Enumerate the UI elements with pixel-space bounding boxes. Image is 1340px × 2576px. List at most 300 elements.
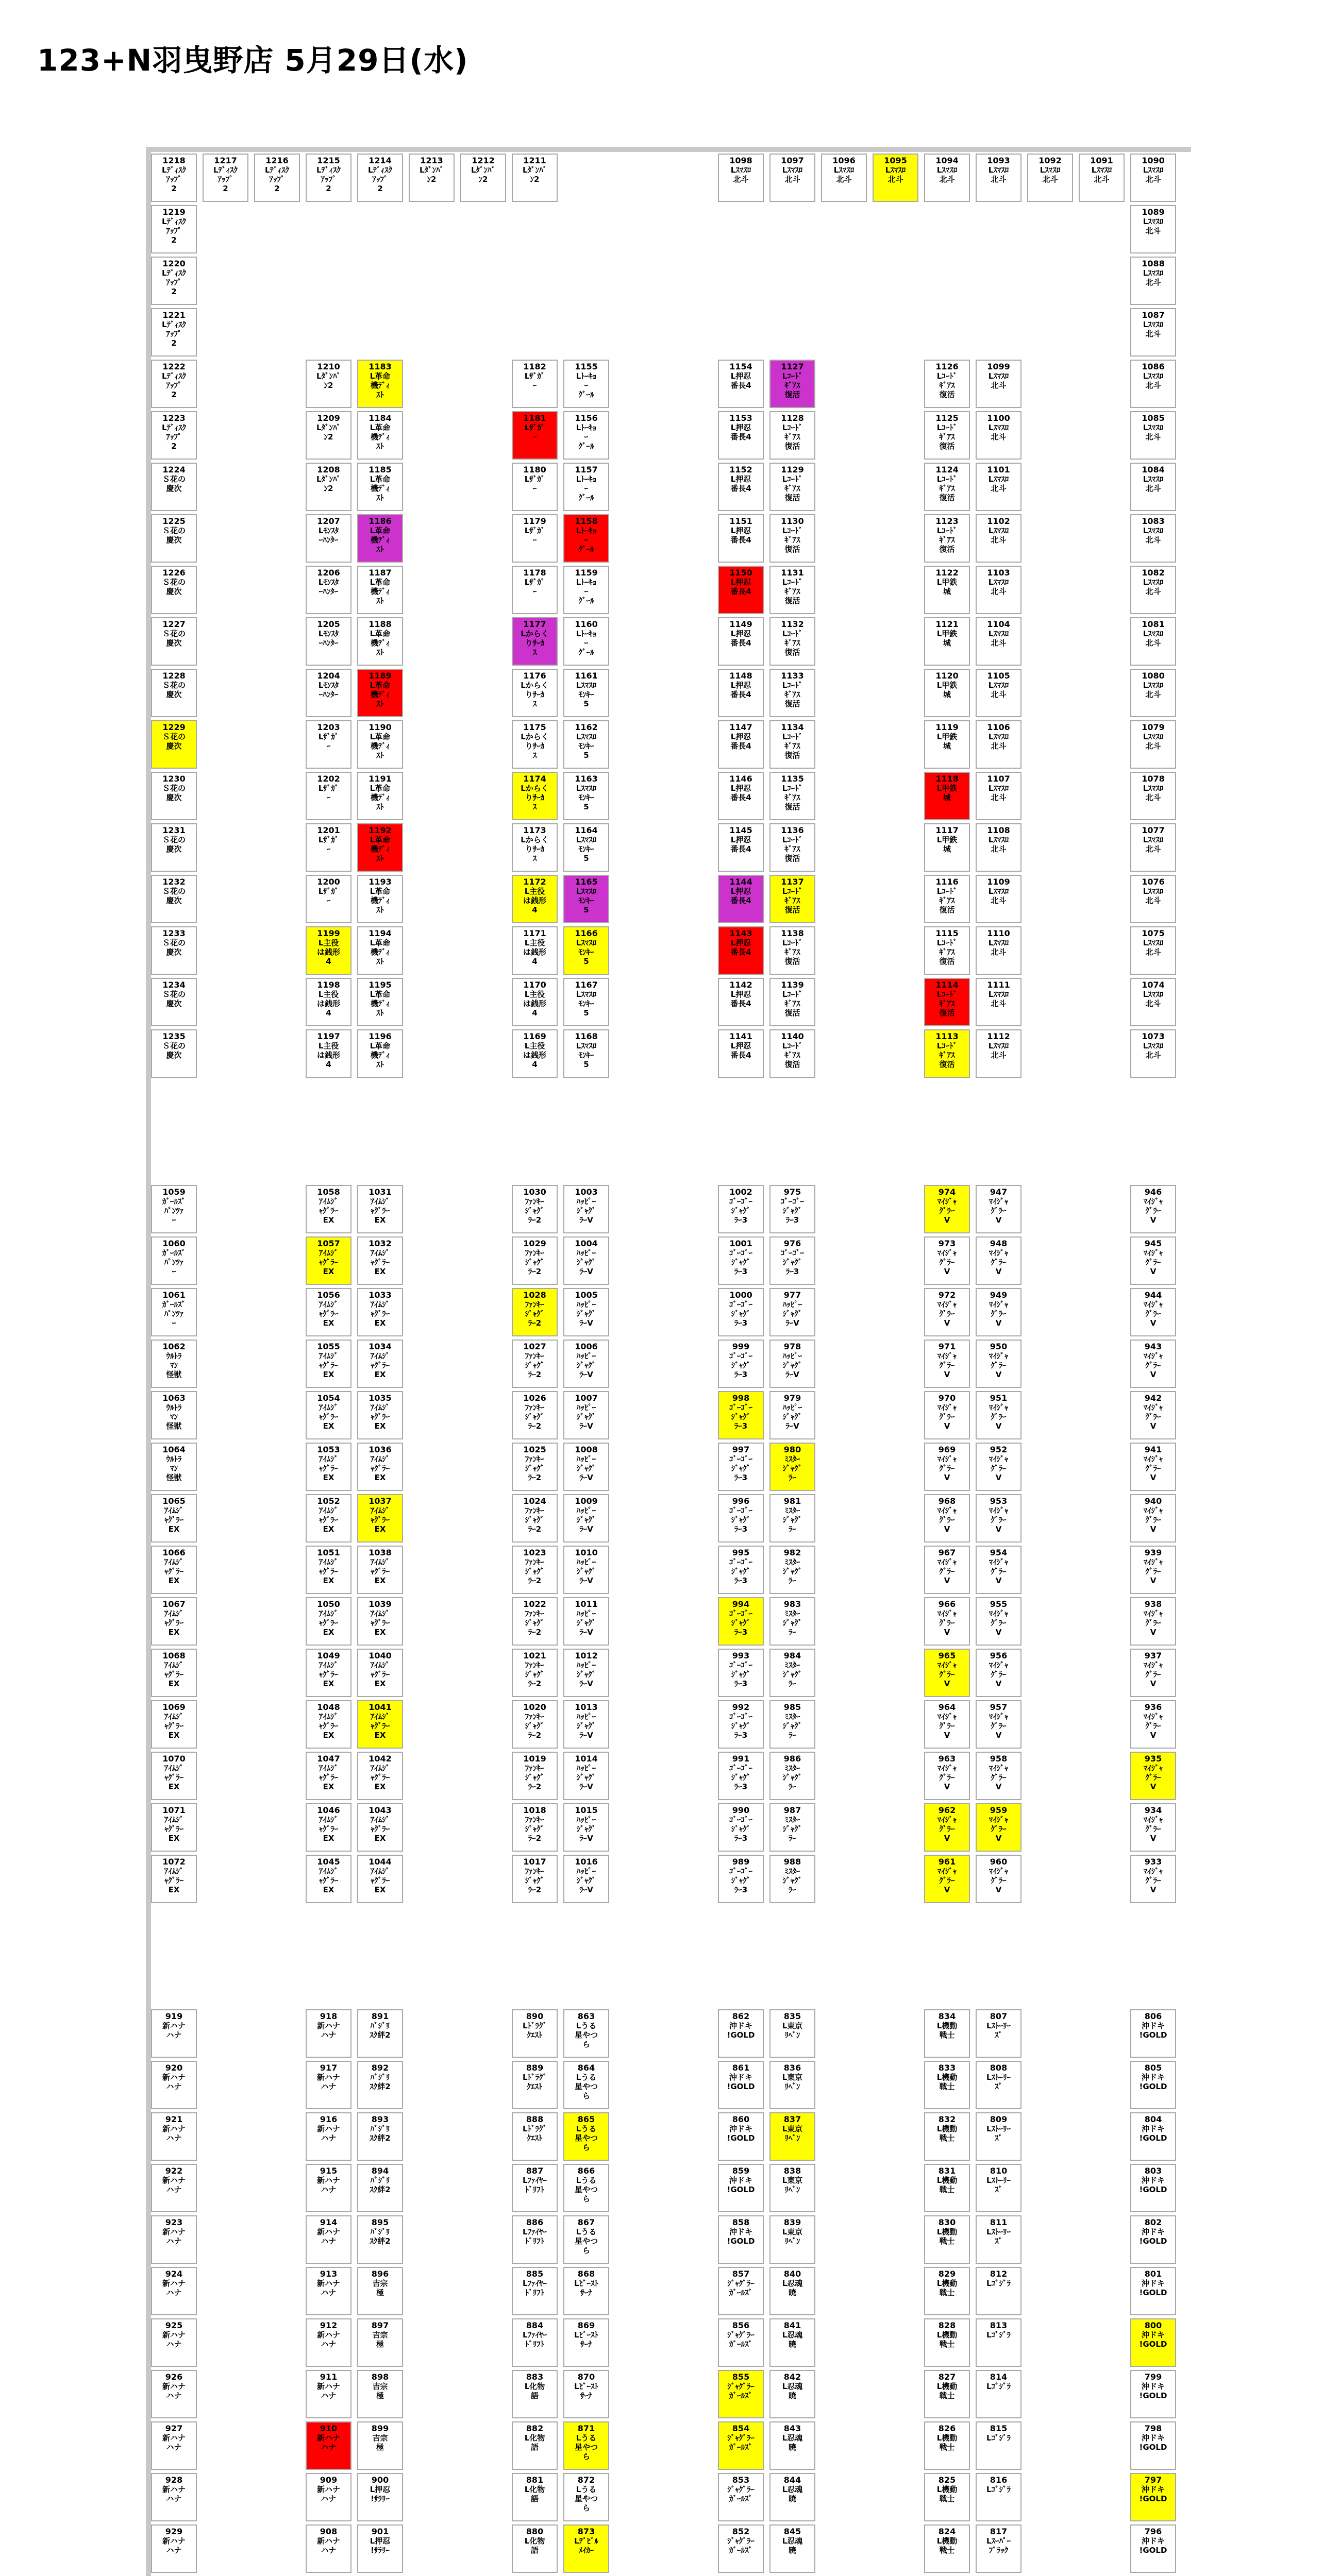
machine-name: ｼﾞｬｸﾞﾗｰ ｶﾞｰﾙｽﾞ	[727, 2330, 755, 2349]
machine-cell	[1130, 2473, 1176, 2521]
machine-number: 963	[938, 1754, 956, 1764]
machine-cell	[924, 463, 970, 511]
machine-name: Lｽﾄｰﾘｰ ｽﾞ	[986, 2227, 1011, 2246]
machine-name: Ｓ花の 慶次	[162, 681, 186, 699]
machine-number: 1123	[935, 516, 959, 526]
machine-number: 1227	[162, 619, 186, 629]
machine-number: 866	[577, 2166, 595, 2176]
machine-number: 1079	[1142, 722, 1165, 732]
machine-name: L押忍 番長4	[730, 732, 751, 751]
machine-cell	[512, 772, 558, 820]
machine-number: 912	[320, 2320, 338, 2330]
machine-cell	[821, 154, 867, 202]
machine-name: L押忍 番長4	[730, 526, 751, 545]
machine-number: 1028	[523, 1290, 546, 1300]
machine-name: Lうる 星やつ ら	[574, 2124, 598, 2152]
machine-number: 1083	[1142, 516, 1165, 526]
machine-number: 1022	[523, 1599, 546, 1609]
machine-name: ｱｲﾑｼﾞ ｬｸﾞﾗｰ EX	[319, 1660, 339, 1688]
machine-cell	[306, 2112, 351, 2161]
machine-number: 1128	[781, 413, 804, 423]
machine-name: L機動 戦士	[936, 2433, 958, 2452]
machine-number: 951	[990, 1393, 1008, 1403]
machine-cell	[306, 2061, 351, 2109]
machine-number: 805	[1144, 2063, 1162, 2073]
machine-cell	[512, 669, 558, 717]
machine-name: ｺﾞｰｺﾞｰ ｼﾞｬｸﾞ ﾗｰ3	[729, 1403, 752, 1431]
machine-name: Lｺｰﾄﾞ ｷﾞｱｽ 復活	[936, 526, 958, 554]
machine-number: 991	[732, 1754, 750, 1764]
machine-cell	[512, 1288, 558, 1336]
machine-cell	[151, 617, 197, 666]
machine-cell	[151, 1700, 197, 1749]
machine-number: 1233	[162, 928, 186, 938]
machine-number: 1108	[987, 825, 1010, 835]
machine-name: 沖ドキ !GOLD	[1139, 2485, 1167, 2503]
machine-cell	[306, 978, 351, 1026]
machine-name: 沖ドキ !GOLD	[1139, 2176, 1167, 2194]
machine-name: ﾊｯﾋﾟｰ ｼﾞｬｸﾞ ﾗｰV	[576, 1248, 596, 1276]
machine-number: 910	[320, 2424, 338, 2433]
machine-name: 新ハナ ハナ	[316, 2124, 340, 2143]
machine-name: ｺﾞｰｺﾞｰ ｼﾞｬｸﾞ ﾗｰ3	[729, 1300, 752, 1328]
machine-cell	[976, 1391, 1021, 1439]
machine-number: 1049	[317, 1651, 340, 1660]
machine-number: 1051	[317, 1548, 340, 1557]
machine-number: 1193	[368, 877, 392, 887]
machine-cell	[151, 257, 197, 305]
machine-cell	[924, 1855, 970, 1903]
machine-name: Lｽﾏｽﾛ 北斗	[782, 165, 803, 184]
machine-cell	[769, 154, 815, 202]
machine-name: Lｽﾏｽﾛ 北斗	[988, 938, 1009, 957]
machine-name: Lﾀﾞﾝﾊﾞ ﾝ2	[471, 165, 496, 184]
machine-name: Ｓ花の 慶次	[162, 526, 186, 545]
machine-number: 834	[938, 2011, 956, 2021]
machine-name: ｱｲﾑｼﾞ ｬｸﾞﾗｰ EX	[370, 1248, 390, 1276]
machine-cell	[151, 463, 197, 511]
machine-number: 1146	[729, 774, 752, 784]
machine-number: 958	[990, 1754, 1008, 1764]
machine-number: 1023	[523, 1548, 546, 1557]
machine-number: 839	[783, 2217, 801, 2227]
machine-name: Ｓ花の 慶次	[162, 887, 186, 905]
machine-number: 1110	[987, 928, 1010, 938]
machine-name: L東京 ﾘﾍﾞﾝ	[782, 2021, 803, 2040]
machine-name: Lﾀﾞﾝﾊﾞ ﾝ2	[316, 474, 341, 493]
machine-cell	[769, 669, 815, 717]
machine-number: 1031	[368, 1187, 392, 1197]
machine-cell	[512, 1236, 558, 1285]
machine-name: ﾊｯﾋﾟｰ ｼﾞｬｸﾞ ﾗｰV	[576, 1867, 596, 1894]
machine-cell	[976, 2524, 1021, 2573]
machine-name: Lﾃﾞｨｽｸ ｱｯﾌﾟ 2	[367, 165, 393, 193]
machine-number: 1224	[162, 465, 186, 474]
machine-number: 1156	[575, 413, 598, 423]
machine-cell	[306, 2215, 351, 2264]
machine-number: 1177	[523, 619, 546, 629]
machine-name: Lｺｰﾄﾞ ｷﾞｱｽ 復活	[782, 423, 803, 451]
machine-cell	[769, 2524, 815, 2573]
machine-cell	[769, 1185, 815, 1233]
machine-name: Ｓ花の 慶次	[162, 1041, 186, 1060]
machine-cell	[512, 1029, 558, 1078]
machine-cell	[306, 2164, 351, 2212]
machine-name: ﾏｲｼﾞｬ ｸﾞﾗｰ V	[937, 1506, 957, 1534]
machine-cell	[1130, 1700, 1176, 1749]
machine-name: ﾊﾞｼﾞﾘ ｽｸ絆2	[370, 2227, 391, 2246]
machine-number: 1106	[987, 722, 1010, 732]
machine-name: Lｽﾄｰﾘｰ ｽﾞ	[986, 2073, 1011, 2091]
machine-name: Lﾃﾞｨｽｸ ｱｯﾌﾟ 2	[161, 165, 187, 193]
machine-name: Lｽﾏｽﾛ ﾓﾝｷｰ 5	[576, 990, 597, 1018]
machine-cell	[357, 926, 403, 975]
machine-name: L押忍 番長4	[730, 835, 751, 854]
machine-cell	[924, 2421, 970, 2470]
machine-name: Lｽﾏｽﾛ ﾓﾝｷｰ 5	[576, 681, 597, 708]
machine-cell	[512, 1391, 558, 1439]
machine-number: 968	[938, 1496, 956, 1506]
machine-number: 1209	[317, 413, 340, 423]
machine-name: ﾏｲｼﾞｬ ｸﾞﾗｰ V	[937, 1660, 957, 1688]
machine-number: 982	[783, 1548, 801, 1557]
machine-name: L主役 は銭形 4	[316, 938, 340, 966]
machine-name: Lｻﾞｶﾞ ｰ	[524, 526, 545, 545]
machine-number: 838	[783, 2166, 801, 2176]
machine-number: 1027	[523, 1342, 546, 1351]
machine-number: 897	[371, 2320, 389, 2330]
machine-name: ｱｲﾑｼﾞ ｬｸﾞﾗｰ EX	[319, 1815, 339, 1843]
machine-number: 901	[371, 2527, 389, 2536]
machine-cell	[769, 1288, 815, 1336]
machine-name: ﾏｲｼﾞｬ ｸﾞﾗｰ V	[989, 1557, 1009, 1585]
machine-number: 855	[732, 2372, 750, 2382]
machine-name: 新ハナ ハナ	[316, 2021, 340, 2040]
machine-name: ｱｲﾑｼﾞ ｬｸﾞﾗｰ EX	[319, 1403, 339, 1431]
machine-cell	[718, 1443, 764, 1491]
machine-number: 1010	[575, 1548, 598, 1557]
machine-cell	[563, 411, 609, 460]
machine-cell	[976, 2318, 1021, 2367]
machine-cell	[1130, 360, 1176, 408]
machine-number: 937	[1144, 1651, 1162, 1660]
machine-name: ﾏｲｼﾞｬ ｸﾞﾗｰ V	[1143, 1557, 1163, 1585]
machine-cell	[357, 2267, 403, 2315]
machine-name: Lｽﾏｽﾛ 北斗	[1143, 165, 1164, 184]
machine-number: 856	[732, 2320, 750, 2330]
machine-name: ｱｲﾑｼﾞ ｬｸﾞﾗｰ EX	[164, 1609, 184, 1637]
machine-cell	[306, 1855, 351, 1903]
machine-cell	[512, 875, 558, 923]
machine-number: 1136	[781, 825, 804, 835]
machine-cell	[924, 2009, 970, 2058]
machine-name: ｱｲﾑｼﾞ ｬｸﾞﾗｰ EX	[319, 1506, 339, 1534]
machine-name: Lﾌｧｲﾔｰ ﾄﾞﾘﾌﾄ	[522, 2176, 547, 2194]
machine-cell	[1130, 2215, 1176, 2264]
machine-cell	[924, 1185, 970, 1233]
machine-number: 1016	[575, 1857, 598, 1867]
machine-name: L忍魂 暁	[782, 2485, 803, 2503]
machine-number: 1014	[575, 1754, 598, 1764]
machine-number: 983	[783, 1599, 801, 1609]
machine-cell	[357, 2524, 403, 2573]
machine-number: 1059	[162, 1187, 186, 1197]
machine-name: ｺﾞｰｺﾞｰ ｼﾞｬｸﾞ ﾗｰ3	[780, 1248, 804, 1276]
machine-cell	[924, 1700, 970, 1749]
machine-name: Lﾃﾞｨｽｸ ｱｯﾌﾟ 2	[161, 268, 187, 296]
machine-name: L甲鉄 城	[936, 835, 958, 854]
machine-number: 1164	[575, 825, 598, 835]
machine-number: 915	[320, 2166, 338, 2176]
machine-cell	[1130, 823, 1176, 872]
machine-name: ｱｲﾑｼﾞ ｬｸﾞﾗｰ EX	[370, 1403, 390, 1431]
machine-cell	[151, 2061, 197, 2109]
machine-name: Lｽﾏｽﾛ 北斗	[988, 835, 1009, 854]
machine-cell	[718, 154, 764, 202]
machine-cell	[563, 2009, 609, 2058]
machine-cell	[976, 463, 1021, 511]
machine-name: ｺﾞｰｺﾞｰ ｼﾞｬｸﾞ ﾗｰ3	[729, 1248, 752, 1276]
machine-number: 970	[938, 1393, 956, 1403]
machine-number: 1111	[987, 980, 1010, 990]
machine-name: L押忍 番長4	[730, 423, 751, 442]
machine-cell	[151, 2112, 197, 2161]
machine-cell	[718, 2061, 764, 2109]
machine-number: 1024	[523, 1496, 546, 1506]
machine-name: Lｽﾏｽﾛ 北斗	[1143, 887, 1164, 905]
machine-name: Lからく りｻｰｶ ｽ	[521, 835, 549, 863]
machine-name: Ｓ花の 慶次	[162, 629, 186, 648]
machine-name: 新ハナ ハナ	[162, 2073, 186, 2091]
machine-name: ｱｲﾑｼﾞ ｬｸﾞﾗｰ EX	[370, 1557, 390, 1585]
machine-name: Lﾌｧｲﾔｰ ﾄﾞﾘﾌﾄ	[522, 2279, 547, 2297]
machine-cell	[151, 875, 197, 923]
machine-number: 893	[371, 2114, 389, 2124]
machine-name: Lﾃﾞｨｽｸ ｱｯﾌﾟ 2	[161, 423, 187, 451]
machine-name: ﾏｲｼﾞｬ ｸﾞﾗｰ V	[1143, 1403, 1163, 1431]
machine-name: Lﾃﾞﾋﾞﾙ ﾒｲｶｰ	[574, 2536, 599, 2555]
machine-name: ﾌｧﾝｷｰ ｼﾞｬｸﾞ ﾗｰ2	[525, 1300, 545, 1328]
machine-number: 1125	[935, 413, 959, 423]
machine-number: 826	[938, 2424, 956, 2433]
machine-name: L機動 戦士	[936, 2536, 958, 2555]
machine-name: Lｺﾞｼﾞﾗ	[986, 2279, 1011, 2288]
machine-name: Lﾃﾞｨｽｸ ｱｯﾌﾟ 2	[161, 320, 187, 348]
machine-cell	[1130, 1649, 1176, 1697]
machine-number: 992	[732, 1702, 750, 1712]
machine-name: Lｽﾏｽﾛ ﾓﾝｷｰ 5	[576, 887, 597, 914]
machine-cell	[976, 617, 1021, 666]
machine-cell	[357, 2370, 403, 2418]
machine-cell	[976, 2421, 1021, 2470]
machine-number: 1232	[162, 877, 186, 887]
machine-cell	[151, 2267, 197, 2315]
machine-cell	[563, 1029, 609, 1078]
machine-number: 1095	[884, 156, 907, 165]
machine-name: 沖ドキ !GOLD	[1139, 2227, 1167, 2246]
machine-cell	[976, 2215, 1021, 2264]
machine-number: 896	[371, 2269, 389, 2279]
machine-cell	[563, 2215, 609, 2264]
machine-number: 922	[165, 2166, 183, 2176]
machine-number: 1159	[575, 568, 598, 578]
machine-name: Lﾄﾞﾗｸﾞ ｸｴｽﾄ	[522, 2073, 547, 2091]
machine-cell	[563, 2318, 609, 2367]
machine-number: 1149	[729, 619, 752, 629]
machine-number: 975	[783, 1187, 801, 1197]
machine-name: ﾊｯﾋﾟｰ ｼﾞｬｸﾞ ﾗｰV	[576, 1197, 596, 1225]
machine-name: 新ハナ ハナ	[316, 2279, 340, 2297]
machine-number: 1226	[162, 568, 186, 578]
machine-name: ﾏｲｼﾞｬ ｸﾞﾗｰ V	[1143, 1197, 1163, 1225]
machine-number: 831	[938, 2166, 956, 2176]
machine-name: L機動 戦士	[936, 2279, 958, 2297]
machine-cell	[1130, 1236, 1176, 1285]
machine-name: Lｺｰﾄﾞ ｷﾞｱｽ 復活	[782, 990, 803, 1018]
machine-name: L忍魂 暁	[782, 2536, 803, 2555]
machine-name: 新ハナ ハナ	[162, 2433, 186, 2452]
machine-number: 858	[732, 2217, 750, 2227]
machine-number: 916	[320, 2114, 338, 2124]
machine-number: 945	[1144, 1239, 1162, 1248]
machine-number: 1000	[729, 1290, 752, 1300]
machine-number: 1113	[935, 1031, 959, 1041]
machine-number: 1011	[575, 1599, 598, 1609]
machine-name: L化物 語	[524, 2536, 545, 2555]
machine-number: 1103	[987, 568, 1010, 578]
machine-name: 新ハナ ハナ	[162, 2176, 186, 2194]
machine-cell	[718, 1185, 764, 1233]
machine-cell	[718, 1700, 764, 1749]
machine-cell	[718, 2215, 764, 2264]
machine-name: L甲鉄 城	[936, 629, 958, 648]
machine-cell	[1130, 1340, 1176, 1388]
machine-name: Lうる 星やつ ら	[574, 2021, 598, 2049]
machine-name: Lﾓﾝｽﾀ ｰﾊﾝﾀｰ	[318, 629, 339, 648]
machine-name: ｱｲﾑｼﾞ ｬｸﾞﾗｰ EX	[164, 1712, 184, 1740]
machine-cell	[976, 1443, 1021, 1491]
machine-cell	[151, 2215, 197, 2264]
machine-cell	[718, 926, 764, 975]
machine-name: ﾌｧﾝｷｰ ｼﾞｬｸﾞ ﾗｰ2	[525, 1403, 545, 1431]
machine-number: 1067	[162, 1599, 186, 1609]
machine-cell	[769, 1546, 815, 1594]
machine-number: 1043	[368, 1805, 392, 1815]
machine-name: ﾐｽﾀｰ ｼﾞｬｸﾞ ﾗｰ	[782, 1867, 802, 1894]
machine-number: 1192	[368, 825, 392, 835]
machine-number: 1186	[368, 516, 392, 526]
machine-number: 962	[938, 1805, 956, 1815]
machine-name: 沖ドキ !GOLD	[1139, 2073, 1167, 2091]
machine-cell	[976, 2061, 1021, 2109]
machine-name: ｳﾙﾄﾗ ﾏﾝ 怪獣	[166, 1403, 182, 1431]
machine-number: 1119	[935, 722, 959, 732]
machine-number: 798	[1144, 2424, 1162, 2433]
machine-cell	[718, 1597, 764, 1646]
machine-cell	[769, 978, 815, 1026]
machine-name: Lｺｰﾄﾞ ｷﾞｱｽ 復活	[936, 423, 958, 451]
machine-number: 1085	[1142, 413, 1165, 423]
machine-cell	[718, 2318, 764, 2367]
machine-name: ｱｲﾑｼﾞ ｬｸﾞﾗｰ EX	[164, 1815, 184, 1843]
machine-cell	[769, 2318, 815, 2367]
machine-name: L東京 ﾘﾍﾞﾝ	[782, 2124, 803, 2143]
machine-cell	[306, 1391, 351, 1439]
machine-name: L革命 機ﾃﾞｨ ｽﾄ	[370, 681, 391, 708]
machine-number: 979	[783, 1393, 801, 1403]
machine-number: 1167	[575, 980, 598, 990]
machine-cell	[769, 463, 815, 511]
machine-cell	[563, 1340, 609, 1388]
machine-name: Lｺｰﾄﾞ ｷﾞｱｽ 復活	[936, 990, 958, 1018]
machine-name: 吉宗 極	[372, 2279, 388, 2297]
machine-cell	[769, 772, 815, 820]
machine-name: ﾏｲｼﾞｬ ｸﾞﾗｰ V	[1143, 1660, 1163, 1688]
machine-cell	[924, 926, 970, 975]
machine-number: 815	[990, 2424, 1008, 2433]
machine-name: ﾏｲｼﾞｬ ｸﾞﾗｰ V	[1143, 1764, 1163, 1791]
machine-number: 940	[1144, 1496, 1162, 1506]
machine-cell	[718, 1391, 764, 1439]
machine-name: 沖ドキ !GOLD	[727, 2073, 755, 2091]
machine-number: 1035	[368, 1393, 392, 1403]
machine-number: 993	[732, 1651, 750, 1660]
machine-number: 1109	[987, 877, 1010, 887]
machine-cell	[976, 1185, 1021, 1233]
machine-cell	[512, 1752, 558, 1800]
machine-number: 933	[1144, 1857, 1162, 1867]
machine-name: 新ハナ ハナ	[162, 2227, 186, 2246]
machine-number: 1221	[162, 310, 186, 320]
machine-number: 1004	[575, 1239, 598, 1248]
machine-number: 1196	[368, 1031, 392, 1041]
machine-number: 967	[938, 1548, 956, 1557]
machine-name: ﾏｲｼﾞｬ ｸﾞﾗｰ V	[937, 1403, 957, 1431]
machine-cell	[512, 720, 558, 769]
machine-cell	[357, 360, 403, 408]
machine-name: ﾏｲｼﾞｬ ｸﾞﾗｰ V	[989, 1764, 1009, 1791]
machine-cell	[151, 1236, 197, 1285]
machine-cell	[976, 2473, 1021, 2521]
machine-number: 900	[371, 2475, 389, 2485]
machine-cell	[151, 2524, 197, 2573]
machine-name: L革命 機ﾃﾞｨ ｽﾄ	[370, 938, 391, 966]
machine-cell	[512, 2267, 558, 2315]
machine-number: 1086	[1142, 362, 1165, 371]
machine-cell	[512, 463, 558, 511]
machine-name: Lｺﾞｼﾞﾗ	[986, 2433, 1011, 2443]
machine-cell	[924, 1340, 970, 1388]
machine-name: L機動 戦士	[936, 2485, 958, 2503]
machine-name: L化物 語	[524, 2382, 545, 2400]
machine-number: 881	[526, 2475, 544, 2485]
machine-name: L主役 は銭形 4	[316, 990, 340, 1018]
machine-number: 998	[732, 1393, 750, 1403]
machine-number: 1147	[729, 722, 752, 732]
machine-number: 1178	[523, 568, 546, 578]
machine-cell	[718, 1855, 764, 1903]
machine-cell	[1130, 2318, 1176, 2367]
machine-name: ﾌｧﾝｷｰ ｼﾞｬｸﾞ ﾗｰ2	[525, 1660, 545, 1688]
machine-number: 797	[1144, 2475, 1162, 2485]
machine-cell	[512, 1443, 558, 1491]
machine-cell	[306, 1340, 351, 1388]
machine-cell	[512, 926, 558, 975]
machine-number: 888	[526, 2114, 544, 2124]
machine-name: ｳﾙﾄﾗ ﾏﾝ 怪獣	[166, 1351, 182, 1379]
machine-cell	[151, 978, 197, 1026]
machine-cell	[151, 1288, 197, 1336]
